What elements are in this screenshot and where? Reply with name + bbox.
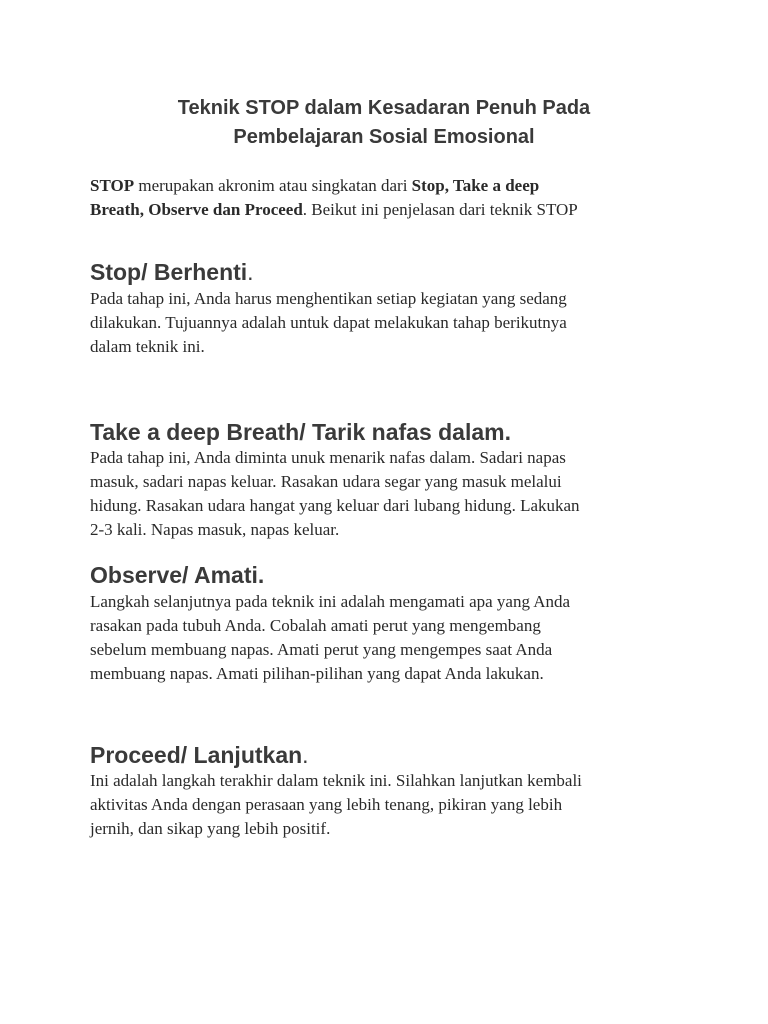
paragraph-line: masuk, sadari napas keluar. Rasakan udara segar yang masuk melalui: [90, 472, 562, 491]
section-paragraph-breath: [90, 446, 710, 542]
paragraph-line: membuang napas. Amati pilihan-pilihan yang dapat Anda lakukan.: [90, 664, 544, 683]
paragraph-line: Pada tahap ini, Anda harus menghentikan setiap kegiatan yang sedang: [90, 289, 567, 308]
intro-paragraph: [90, 174, 690, 222]
intro-text-2: . Beikut ini penjelasan dari teknik STOP: [302, 200, 578, 219]
paragraph-line: 2-3 kali. Napas masuk, napas keluar.: [90, 520, 340, 539]
section-heading-breath-text: Take a deep Breath/ Tarik nafas dalam.: [90, 419, 511, 445]
intro-expansion-2: Breath, Observe dan Proceed: [90, 200, 303, 219]
paragraph-line: sebelum membuang napas. Amati perut yang mengempes saat Anda: [90, 640, 553, 659]
section-heading-observe: [90, 561, 710, 589]
section-paragraph-proceed: [90, 769, 710, 841]
paragraph-line: Pada tahap ini, Anda diminta unuk menarik nafas dalam. Sadari napas: [90, 448, 566, 467]
paragraph-line: rasakan pada tubuh Anda. Cobalah amati perut yang mengembang: [90, 616, 541, 635]
section-heading-stop: [90, 258, 710, 286]
section-heading-stop-suffix: .: [247, 259, 254, 285]
section-paragraph-stop: [90, 287, 710, 359]
paragraph-line: hidung. Rasakan udara hangat yang keluar dari lubang hidung. Lakukan: [90, 496, 580, 515]
section-heading-observe-text: Observe/ Amati.: [90, 562, 265, 588]
section-heading-stop-text: Stop/ Berhenti: [90, 259, 248, 285]
section-heading-proceed: [90, 741, 710, 769]
paragraph-line: aktivitas Anda dengan perasaan yang lebih tenang, pikiran yang lebih: [90, 795, 563, 814]
paragraph-line: jernih, dan sikap yang lebih positif.: [90, 819, 331, 838]
title-line-2: Pembelajaran Sosial Emosional: [233, 126, 535, 148]
section-heading-proceed-text: Proceed/ Lanjutkan: [90, 742, 303, 768]
section-heading-proceed-suffix: .: [302, 742, 309, 768]
title-line-1: Teknik STOP dalam Kesadaran Penuh Pada: [177, 97, 591, 119]
intro-acronym: STOP: [90, 176, 135, 195]
intro-text-1: merupakan akronim atau singkatan dari: [134, 176, 412, 195]
paragraph-line: dalam teknik ini.: [90, 337, 205, 356]
section-paragraph-observe: [90, 590, 710, 686]
document-title: [90, 94, 678, 152]
paragraph-line: Ini adalah langkah terakhir dalam teknik ini. Silahkan lanjutkan kembali: [90, 771, 582, 790]
paragraph-line: dilakukan. Tujuannya adalah untuk dapat melakukan tahap berikutnya: [90, 313, 567, 332]
section-heading-breath: [90, 418, 710, 446]
paragraph-line: Langkah selanjutnya pada teknik ini adalah mengamati apa yang Anda: [90, 592, 571, 611]
intro-expansion-1: Stop, Take a deep: [411, 176, 540, 195]
